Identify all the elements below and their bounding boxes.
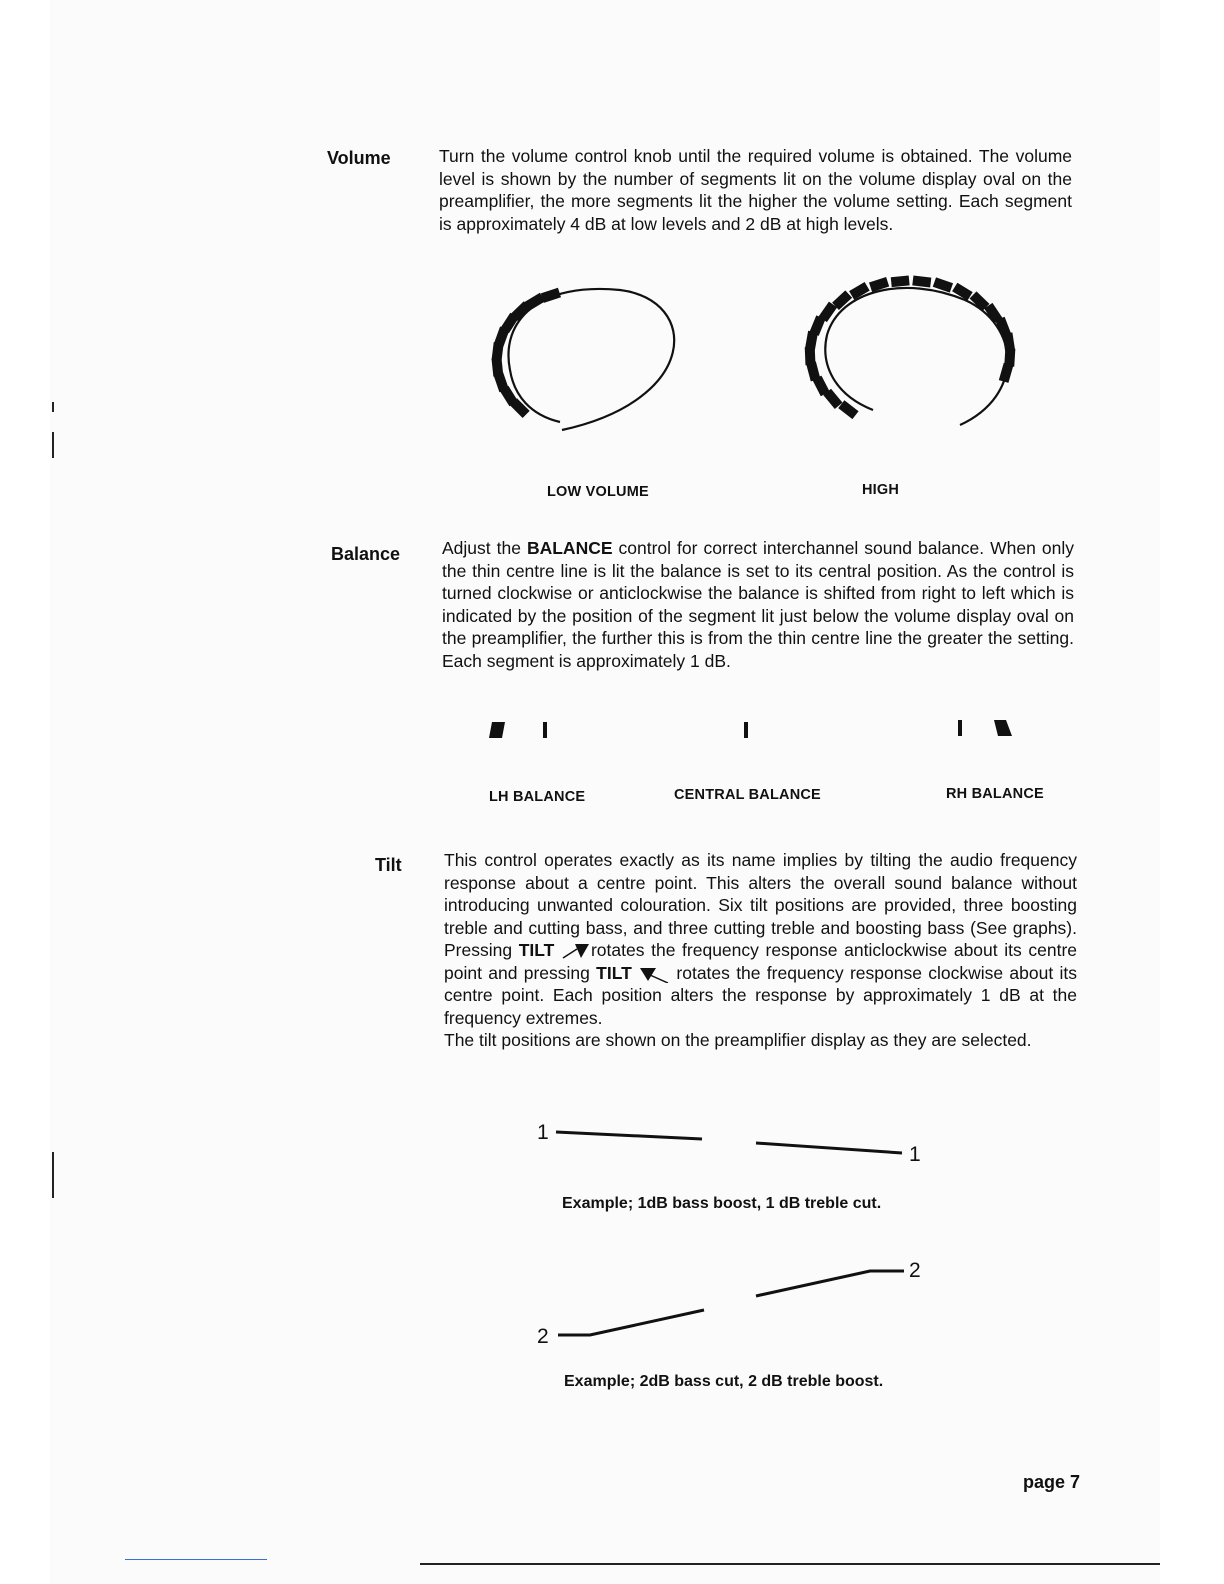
tilt-keyword: TILT <box>518 940 555 960</box>
low-volume-segments <box>491 288 561 418</box>
volume-heading: Volume <box>327 148 391 168</box>
balance-text-pre: Adjust the <box>442 538 527 558</box>
example1-left-label: 1 <box>537 1121 549 1144</box>
tilt-down-arrow-icon <box>638 965 670 983</box>
volume-paragraph: Turn the volume control knob until the required volume is obtained. The volume level is shown by the number of segments lit on the volume display oval on the preamplifier, the more segments lit the higher the volume setting. Each segment is approximately 4 dB at low levels and 2 dB at high levels. <box>439 146 1072 234</box>
rh-balance-indicator <box>950 714 1030 744</box>
centre-line-segment <box>744 722 748 738</box>
treble-segment <box>756 1143 902 1153</box>
tilt-up-arrow-icon <box>561 942 591 960</box>
example1-right-label: 1 <box>909 1143 921 1166</box>
volume-segment <box>541 288 561 303</box>
scan-mark <box>52 1152 54 1198</box>
low-volume-caption: LOW VOLUME <box>547 484 649 500</box>
example2-right-label: 2 <box>909 1259 921 1282</box>
volume-segment <box>912 275 931 287</box>
scan-mark <box>52 402 54 412</box>
bottom-rule-left <box>125 1559 267 1560</box>
high-volume-caption: HIGH <box>862 482 900 498</box>
tilt-keyword: TILT <box>596 962 632 983</box>
tilt-text-after-up: rotates the frequency response anticlockwise about its centre point and pressing <box>444 940 1078 983</box>
tilt-text-intro: This control operates exactly as its name implies by tilting the audio frequency response about a centre point. This alters the overall sound balance without introducing unwanted colouration. Six tilt positions are provided, three boosting treble and cutting bass, and three cutting treble and boosting bass (See graphs). <box>444 850 1077 938</box>
balance-keyword: BALANCE <box>526 538 613 558</box>
high-volume-segments <box>805 275 1016 419</box>
tilt-heading: Tilt <box>375 855 402 875</box>
centre-line-segment <box>543 722 547 738</box>
balance-text-post: control for correct interchannel sound balance. When only the thin centre line is lit the balance is set to its central position. As the control is turned clockwise or anticlockwise the balance is shifted from right to left which is indicated by the position of the segment lit just below the volume display oval on the preamplifier, the further this is from the thin centre line the greater the setting. Each segment is approximately 1 dB. <box>442 538 1074 671</box>
high-volume-display <box>785 265 1025 445</box>
example1-caption: Example; 1dB bass boost, 1 dB treble cut. <box>562 1195 882 1212</box>
scan-mark <box>52 432 54 458</box>
example2-left-label: 2 <box>537 1325 549 1348</box>
central-balance-indicator <box>737 716 757 746</box>
lh-balance-caption: LH BALANCE <box>489 789 586 805</box>
tilt-text-after-down: rotates the frequency response clockwise about its centre point. Each position alters the response by approximately 1 dB at the frequency extremes. <box>444 962 1077 1028</box>
volume-oval-outline <box>508 289 674 430</box>
rh-balance-caption: RH BALANCE <box>946 786 1044 802</box>
volume-segment <box>999 363 1014 383</box>
low-volume-display <box>470 280 710 460</box>
example1-tilt-graph <box>550 1120 910 1160</box>
treble-segment <box>756 1271 904 1296</box>
page-number: page 7 <box>1023 1472 1081 1492</box>
lh-balance-indicator <box>485 716 565 746</box>
balance-paragraph <box>442 537 1074 672</box>
centre-line-segment <box>958 720 962 736</box>
volume-segment <box>891 275 910 287</box>
bottom-rule-right <box>420 1563 1160 1565</box>
tilt-paragraph <box>444 849 1077 1052</box>
example2-tilt-graph <box>550 1262 910 1352</box>
rh-balance-segment <box>994 720 1012 736</box>
example2-caption: Example; 2dB bass cut, 2 dB treble boost. <box>564 1373 884 1390</box>
bass-segment <box>558 1310 704 1335</box>
balance-heading: Balance <box>331 544 401 564</box>
bass-segment <box>556 1132 702 1139</box>
tilt-text-last: The tilt positions are shown on the preamplifier display as they are selected. <box>444 1030 1032 1050</box>
central-balance-caption: CENTRAL BALANCE <box>674 787 821 803</box>
lh-balance-segment <box>489 722 505 738</box>
tilt-text-pressing: Pressing <box>444 940 519 960</box>
